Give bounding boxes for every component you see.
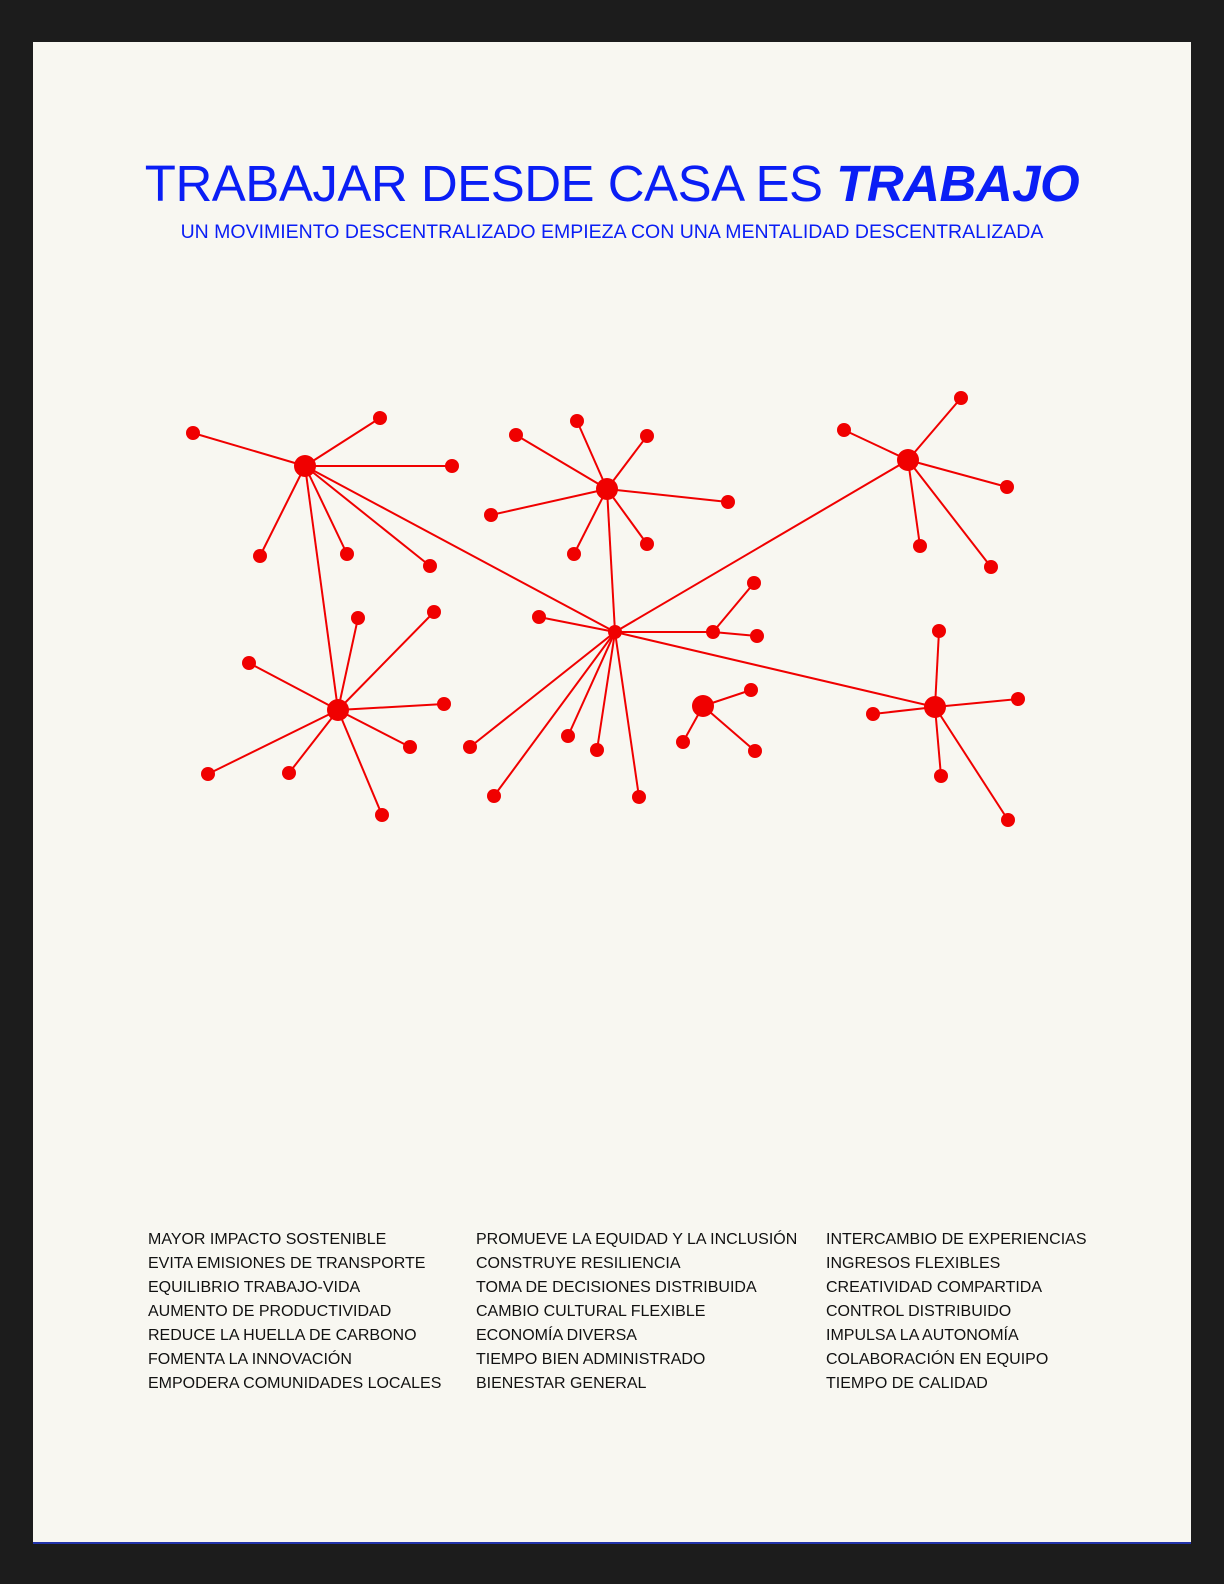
poster-subtitle: UN MOVIMIENTO DESCENTRALIZADO EMPIEZA CON UNA MENTALIDAD DESCENTRALIZADA (180, 221, 1044, 243)
network-leaf-node (744, 683, 758, 697)
network-leaf-node (373, 411, 387, 425)
network-leaf-node (351, 611, 365, 625)
network-leaf-node (242, 656, 256, 670)
network-leaf-node (590, 743, 604, 757)
network-link (249, 663, 338, 710)
network-link (516, 435, 607, 489)
network-leaf-node (570, 414, 584, 428)
benefit-item: TIEMPO DE CALIDAD (826, 1375, 988, 1392)
benefit-item: EMPODERA COMUNIDADES LOCALES (148, 1375, 442, 1392)
network-link (338, 704, 444, 710)
benefit-item: TOMA DE DECISIONES DISTRIBUIDA (476, 1279, 757, 1296)
benefit-item: EVITA EMISIONES DE TRANSPORTE (148, 1255, 426, 1272)
network-hub-node (327, 699, 349, 721)
network-link (491, 489, 607, 515)
network-leaf-node (1000, 480, 1014, 494)
network-leaf-node (423, 559, 437, 573)
network-link (305, 418, 380, 466)
network-leaf-node (747, 576, 761, 590)
network-link (577, 421, 607, 489)
benefit-item: CREATIVIDAD COMPARTIDA (826, 1279, 1043, 1296)
network-leaf-node (706, 625, 720, 639)
network-leaf-node (1001, 813, 1015, 827)
network-leaf-node (445, 459, 459, 473)
network-link (193, 433, 305, 466)
network-leaf-node (837, 423, 851, 437)
benefit-item: CAMBIO CULTURAL FLEXIBLE (476, 1303, 706, 1320)
network-link (615, 632, 639, 797)
network-link (208, 710, 338, 774)
benefit-item: BIENESTAR GENERAL (476, 1375, 647, 1392)
benefit-item: MAYOR IMPACTO SOSTENIBLE (148, 1231, 387, 1248)
benefit-item: INGRESOS FLEXIBLES (826, 1255, 1001, 1272)
benefit-item: INTERCAMBIO DE EXPERIENCIAS (826, 1231, 1087, 1248)
network-link (935, 631, 939, 707)
benefit-item: ECONOMÍA DIVERSA (476, 1327, 637, 1344)
network-leaf-node (282, 766, 296, 780)
network-link (607, 489, 728, 502)
network-link (539, 617, 615, 632)
network-link (935, 699, 1018, 707)
benefit-item: FOMENTA LA INNOVACIÓN (148, 1351, 352, 1368)
network-leaf-node (201, 767, 215, 781)
benefits-column-2 (476, 1228, 797, 1396)
network-leaf-node (186, 426, 200, 440)
network-leaf-node (632, 790, 646, 804)
network-link (260, 466, 305, 556)
network-link (908, 460, 1007, 487)
network-leaf-node (866, 707, 880, 721)
network-leaf-node (532, 610, 546, 624)
network-leaf-node (640, 537, 654, 551)
network-leaf-node (427, 605, 441, 619)
benefit-item: IMPULSA LA AUTONOMÍA (826, 1327, 1019, 1344)
network-link (607, 489, 615, 632)
benefit-item: PROMUEVE LA EQUIDAD Y LA INCLUSIÓN (476, 1231, 798, 1248)
network-leaf-node (913, 539, 927, 553)
network-hub-node (924, 696, 946, 718)
network-hub-node (294, 455, 316, 477)
network-leaf-node (487, 789, 501, 803)
poster-page (33, 42, 1191, 1544)
network-leaf-node (934, 769, 948, 783)
network-leaf-node (375, 808, 389, 822)
network-leaf-node (676, 735, 690, 749)
benefit-item: COLABORACIÓN EN EQUIPO (826, 1351, 1049, 1368)
benefit-item: REDUCE LA HUELLA DE CARBONO (148, 1327, 417, 1344)
benefits-column-1 (148, 1228, 441, 1396)
benefit-item: AUMENTO DE PRODUCTIVIDAD (148, 1303, 392, 1320)
network-leaf-node (640, 429, 654, 443)
network-leaf-node (463, 740, 477, 754)
network-link (615, 460, 908, 632)
network-leaf-node (721, 495, 735, 509)
title-emphasis: TRABAJO (836, 155, 1080, 212)
network-link (305, 466, 430, 566)
network-leaf-node (1011, 692, 1025, 706)
title-main: TRABAJAR DESDE CASA ES (144, 155, 823, 212)
benefit-item: EQUILIBRIO TRABAJO-VIDA (148, 1279, 361, 1296)
benefit-item: CONTROL DISTRIBUIDO (826, 1303, 1012, 1320)
network-leaf-node (932, 624, 946, 638)
network-leaf-node (567, 547, 581, 561)
network-link (338, 710, 410, 747)
network-hub-node (608, 625, 622, 639)
network-leaf-node (253, 549, 267, 563)
network-leaf-node (403, 740, 417, 754)
network-link (615, 632, 935, 707)
network-link (935, 707, 1008, 820)
network-link (908, 398, 961, 460)
network-leaf-node (748, 744, 762, 758)
network-leaf-node (484, 508, 498, 522)
network-leaf-node (437, 697, 451, 711)
network-hub-node (692, 695, 714, 717)
network-hub-node (596, 478, 618, 500)
network-leaf-node (984, 560, 998, 574)
network-leaf-node (561, 729, 575, 743)
benefit-item: TIEMPO BIEN ADMINISTRADO (476, 1351, 706, 1368)
network-links (193, 398, 1018, 820)
network-nodes (186, 391, 1025, 827)
network-link (289, 710, 338, 773)
benefit-item: CONSTRUYE RESILIENCIA (476, 1255, 681, 1272)
network-leaf-node (750, 629, 764, 643)
network-leaf-node (509, 428, 523, 442)
network-link (338, 618, 358, 710)
network-leaf-node (340, 547, 354, 561)
network-link (338, 612, 434, 710)
network-link (713, 583, 754, 632)
network-leaf-node (954, 391, 968, 405)
network-hub-node (897, 449, 919, 471)
benefits-column-3 (826, 1228, 1087, 1396)
network-link (338, 710, 382, 815)
